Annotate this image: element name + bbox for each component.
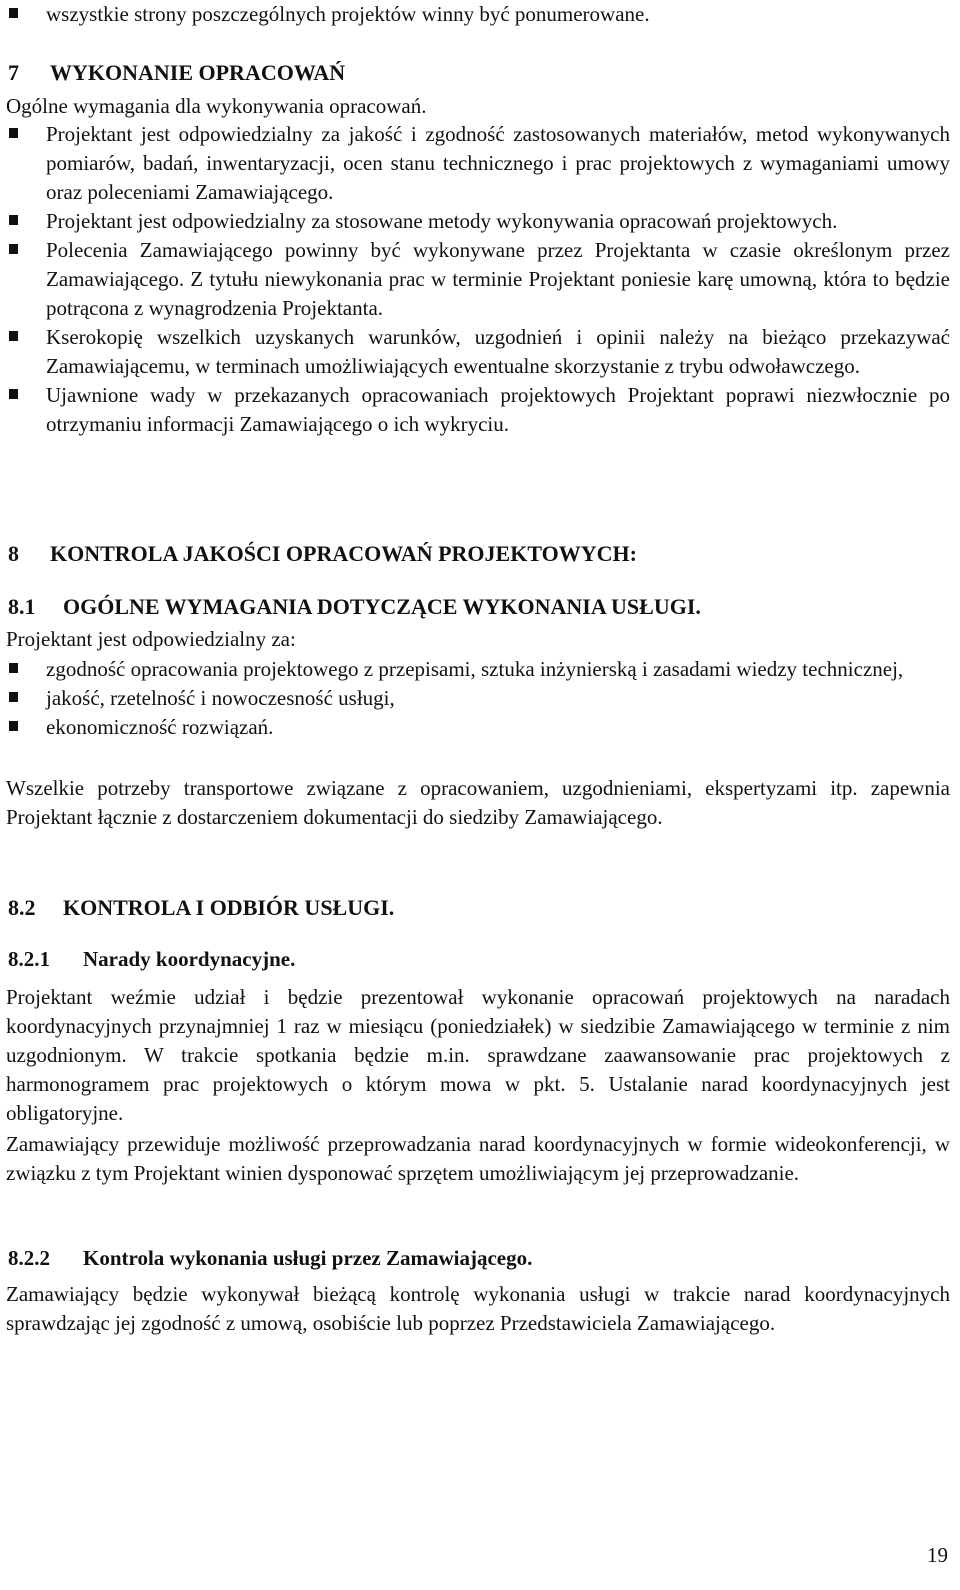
section-number: 8.1 <box>8 594 36 619</box>
list-item: Ujawnione wady w przekazanych opracowaniach projektowych Projektant poprawi niezwłocznie po otrzymaniu informacji Zamawiającego o ich wykryciu. <box>6 381 950 439</box>
section-8-1-paragraph: Wszelkie potrzeby transportowe związane z opracowaniem, uzgodnieniami, ekspertyzami itp. zapewnia Projektant łącznie z dostarczeniem dokumentacji do siedziby Zamawiającego. <box>6 776 950 829</box>
list-item: ekonomiczność rozwiązań. <box>6 713 950 742</box>
section-number: 8.2.1 <box>8 947 50 971</box>
section-number: 8.2 <box>8 895 36 920</box>
section-8-2-heading <box>8 893 394 922</box>
section-7-bullet-list <box>6 120 950 439</box>
page-number: 19 <box>927 1543 948 1567</box>
section-title: KONTROLA I ODBIÓR USŁUGI. <box>63 895 395 920</box>
section-number: 7 <box>8 60 19 85</box>
section-7-heading <box>8 58 345 87</box>
section-title: Kontrola wykonania usługi przez Zamawiającego. <box>83 1246 533 1270</box>
list-item: Projektant jest odpowiedzialny za jakość i zgodność zastosowanych materiałów, metod wykonywanych pomiarów, badań, inwentaryzacji, ocen stanu technicznego i prac projektowych z wymaganiami umowy oraz poleceniami Zamawiającego. <box>6 120 950 207</box>
list-item: zgodność opracowania projektowego z przepisami, sztuka inżynierską i zasadami wiedzy technicznej, <box>6 655 950 684</box>
section-number: 8.2.2 <box>8 1246 50 1270</box>
section-8-1-intro: Projektant jest odpowiedzialny za: <box>6 627 296 651</box>
section-8-1-heading <box>8 592 701 621</box>
section-8-2-1-paragraph: Projektant weźmie udział i będzie prezentował wykonanie opracowań projektowych na naradach koordynacyjnych przynajmniej 1 raz w miesiącu (poniedziałek) w siedzibie Zamawiającego w terminie z nim uzgodnionym. W trakcie spotkania będzie m.in. sprawdzane zaawansowanie prac projektowych z harmonogramem prac projektowych o którym mowa w pkt. 5. Ustalanie narad koordynacyjnych jest obligatoryjne. <box>6 985 950 1125</box>
top-bullet-list <box>6 0 950 29</box>
section-8-2-2-heading <box>8 1244 532 1273</box>
list-item: Polecenia Zamawiającego powinny być wykonywane przez Projektanta w czasie określonym przez Zamawiającego. Z tytułu niewykonania prac w terminie Projektant poniesie karę umowną, która to będzie potrącona z wynagrodzenia Projektanta. <box>6 236 950 323</box>
list-item: Kserokopię wszelkich uzyskanych warunków, uzgodnień i opinii należy na bieżąco przekazywać Zamawiającemu, w terminach umożliwiających ewentualne skorzystanie z trybu odwoławczego. <box>6 323 950 381</box>
section-8-heading <box>8 539 637 568</box>
section-title: WYKONANIE OPRACOWAŃ <box>50 60 346 85</box>
section-8-2-2-paragraph: Zamawiający będzie wykonywał bieżącą kontrolę wykonania usługi w trakcie narad koordynacyjnych sprawdzając jej zgodność z umową, osobiście lub poprzez Przedstawiciela Zamawiającego. <box>6 1282 950 1335</box>
list-item: jakość, rzetelność i nowoczesność usługi, <box>6 684 950 713</box>
list-item: wszystkie strony poszczególnych projektów winny być ponumerowane. <box>6 0 950 29</box>
section-title: Narady koordynacyjne. <box>83 947 296 971</box>
section-number: 8 <box>8 541 19 566</box>
section-8-2-1-heading <box>8 945 295 974</box>
list-item: Projektant jest odpowiedzialny za stosowane metody wykonywania opracowań projektowych. <box>6 207 950 236</box>
section-title: KONTROLA JAKOŚCI OPRACOWAŃ PROJEKTOWYCH: <box>50 541 637 566</box>
section-8-2-1-paragraph: Zamawiający przewiduje możliwość przeprowadzania narad koordynacyjnych w formie wideokonferencji, w związku z tym Projektant winien dysponować sprzętem umożliwiającym jej przeprowadzanie. <box>6 1132 950 1185</box>
section-7-intro: Ogólne wymagania dla wykonywania opracowań. <box>6 94 427 118</box>
section-8-1-bullet-list <box>6 655 950 742</box>
section-title: OGÓLNE WYMAGANIA DOTYCZĄCE WYKONANIA USŁUGI. <box>63 594 701 619</box>
